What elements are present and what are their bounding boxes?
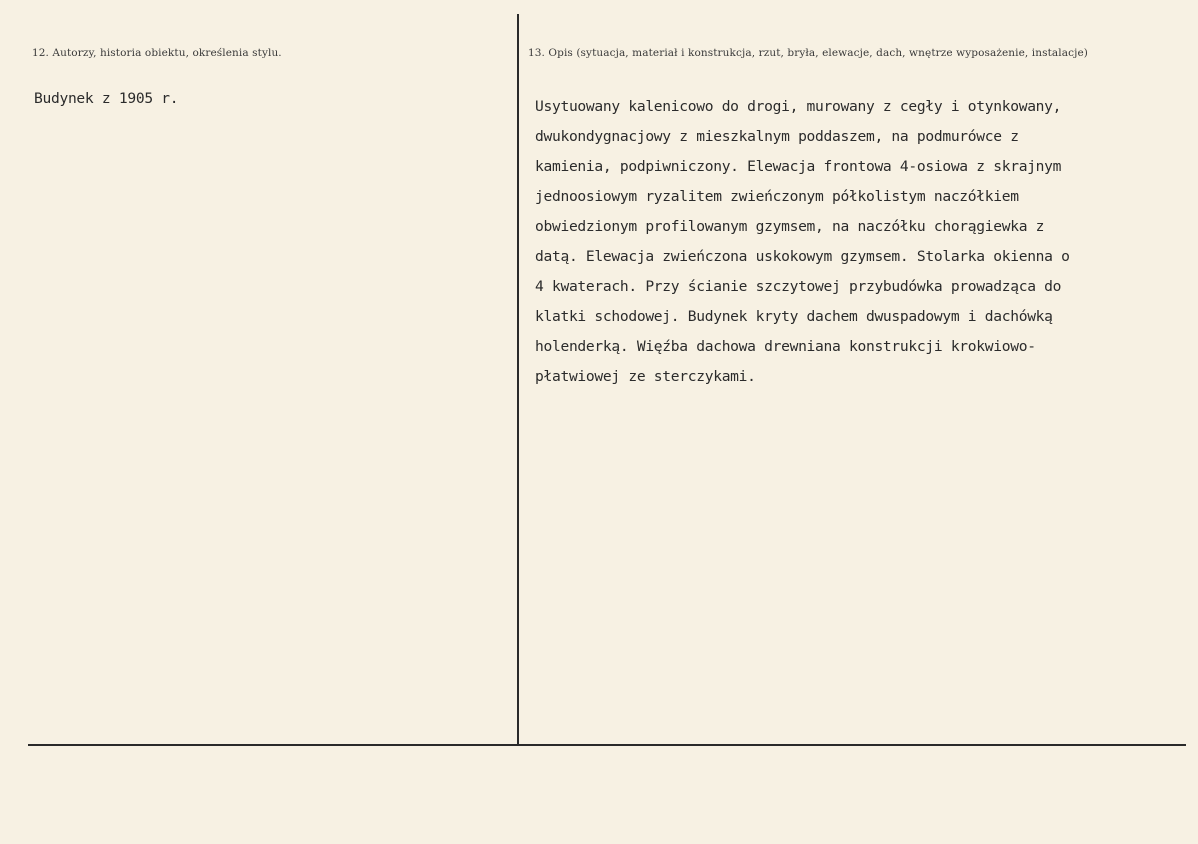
horizontal-divider: [28, 744, 1186, 746]
description-line: 4 kwaterach. Przy ścianie szczytowej przybudówka prowadząca do: [535, 278, 1062, 295]
field-13-description: [535, 92, 1175, 392]
field-12-section: [0, 0, 518, 744]
description-line: Usytuowany kalenicowo do drogi, murowany z cegły i otynkowany,: [535, 98, 1062, 115]
field-13-label: 13. Opis (sytuacja, materiał i konstrukcja, rzut, bryła, elewacje, dach, wnętrze wyposażenie, instalacje): [528, 47, 1088, 59]
description-line: płatwiowej ze sterczykami.: [535, 368, 756, 385]
vertical-divider: [517, 14, 519, 744]
description-line: dwukondygnacjowy z mieszkalnym poddaszem, na podmurówce z: [535, 128, 1019, 145]
description-line: jednoosiowym ryzalitem zwieńczonym półkolistym naczółkiem: [535, 188, 1019, 205]
description-line: klatki schodowej. Budynek kryty dachem dwuspadowym i dachówką: [535, 308, 1053, 325]
description-line: datą. Elewacja zwieńczona uskokowym gzymsem. Stolarka okienna o: [535, 248, 1070, 265]
field-12-text: Budynek z 1905 r.: [34, 90, 179, 107]
description-line: kamienia, podpiwniczony. Elewacja frontowa 4-osiowa z skrajnym: [535, 158, 1062, 175]
field-12-label: 12. Autorzy, historia obiektu, określenia stylu.: [32, 47, 282, 59]
description-line: obwiedzionym profilowanym gzymsem, na naczółku chorągiewka z: [535, 218, 1045, 235]
description-line: holenderką. Więźba dachowa drewniana konstrukcji krokwiowo-: [535, 338, 1036, 355]
